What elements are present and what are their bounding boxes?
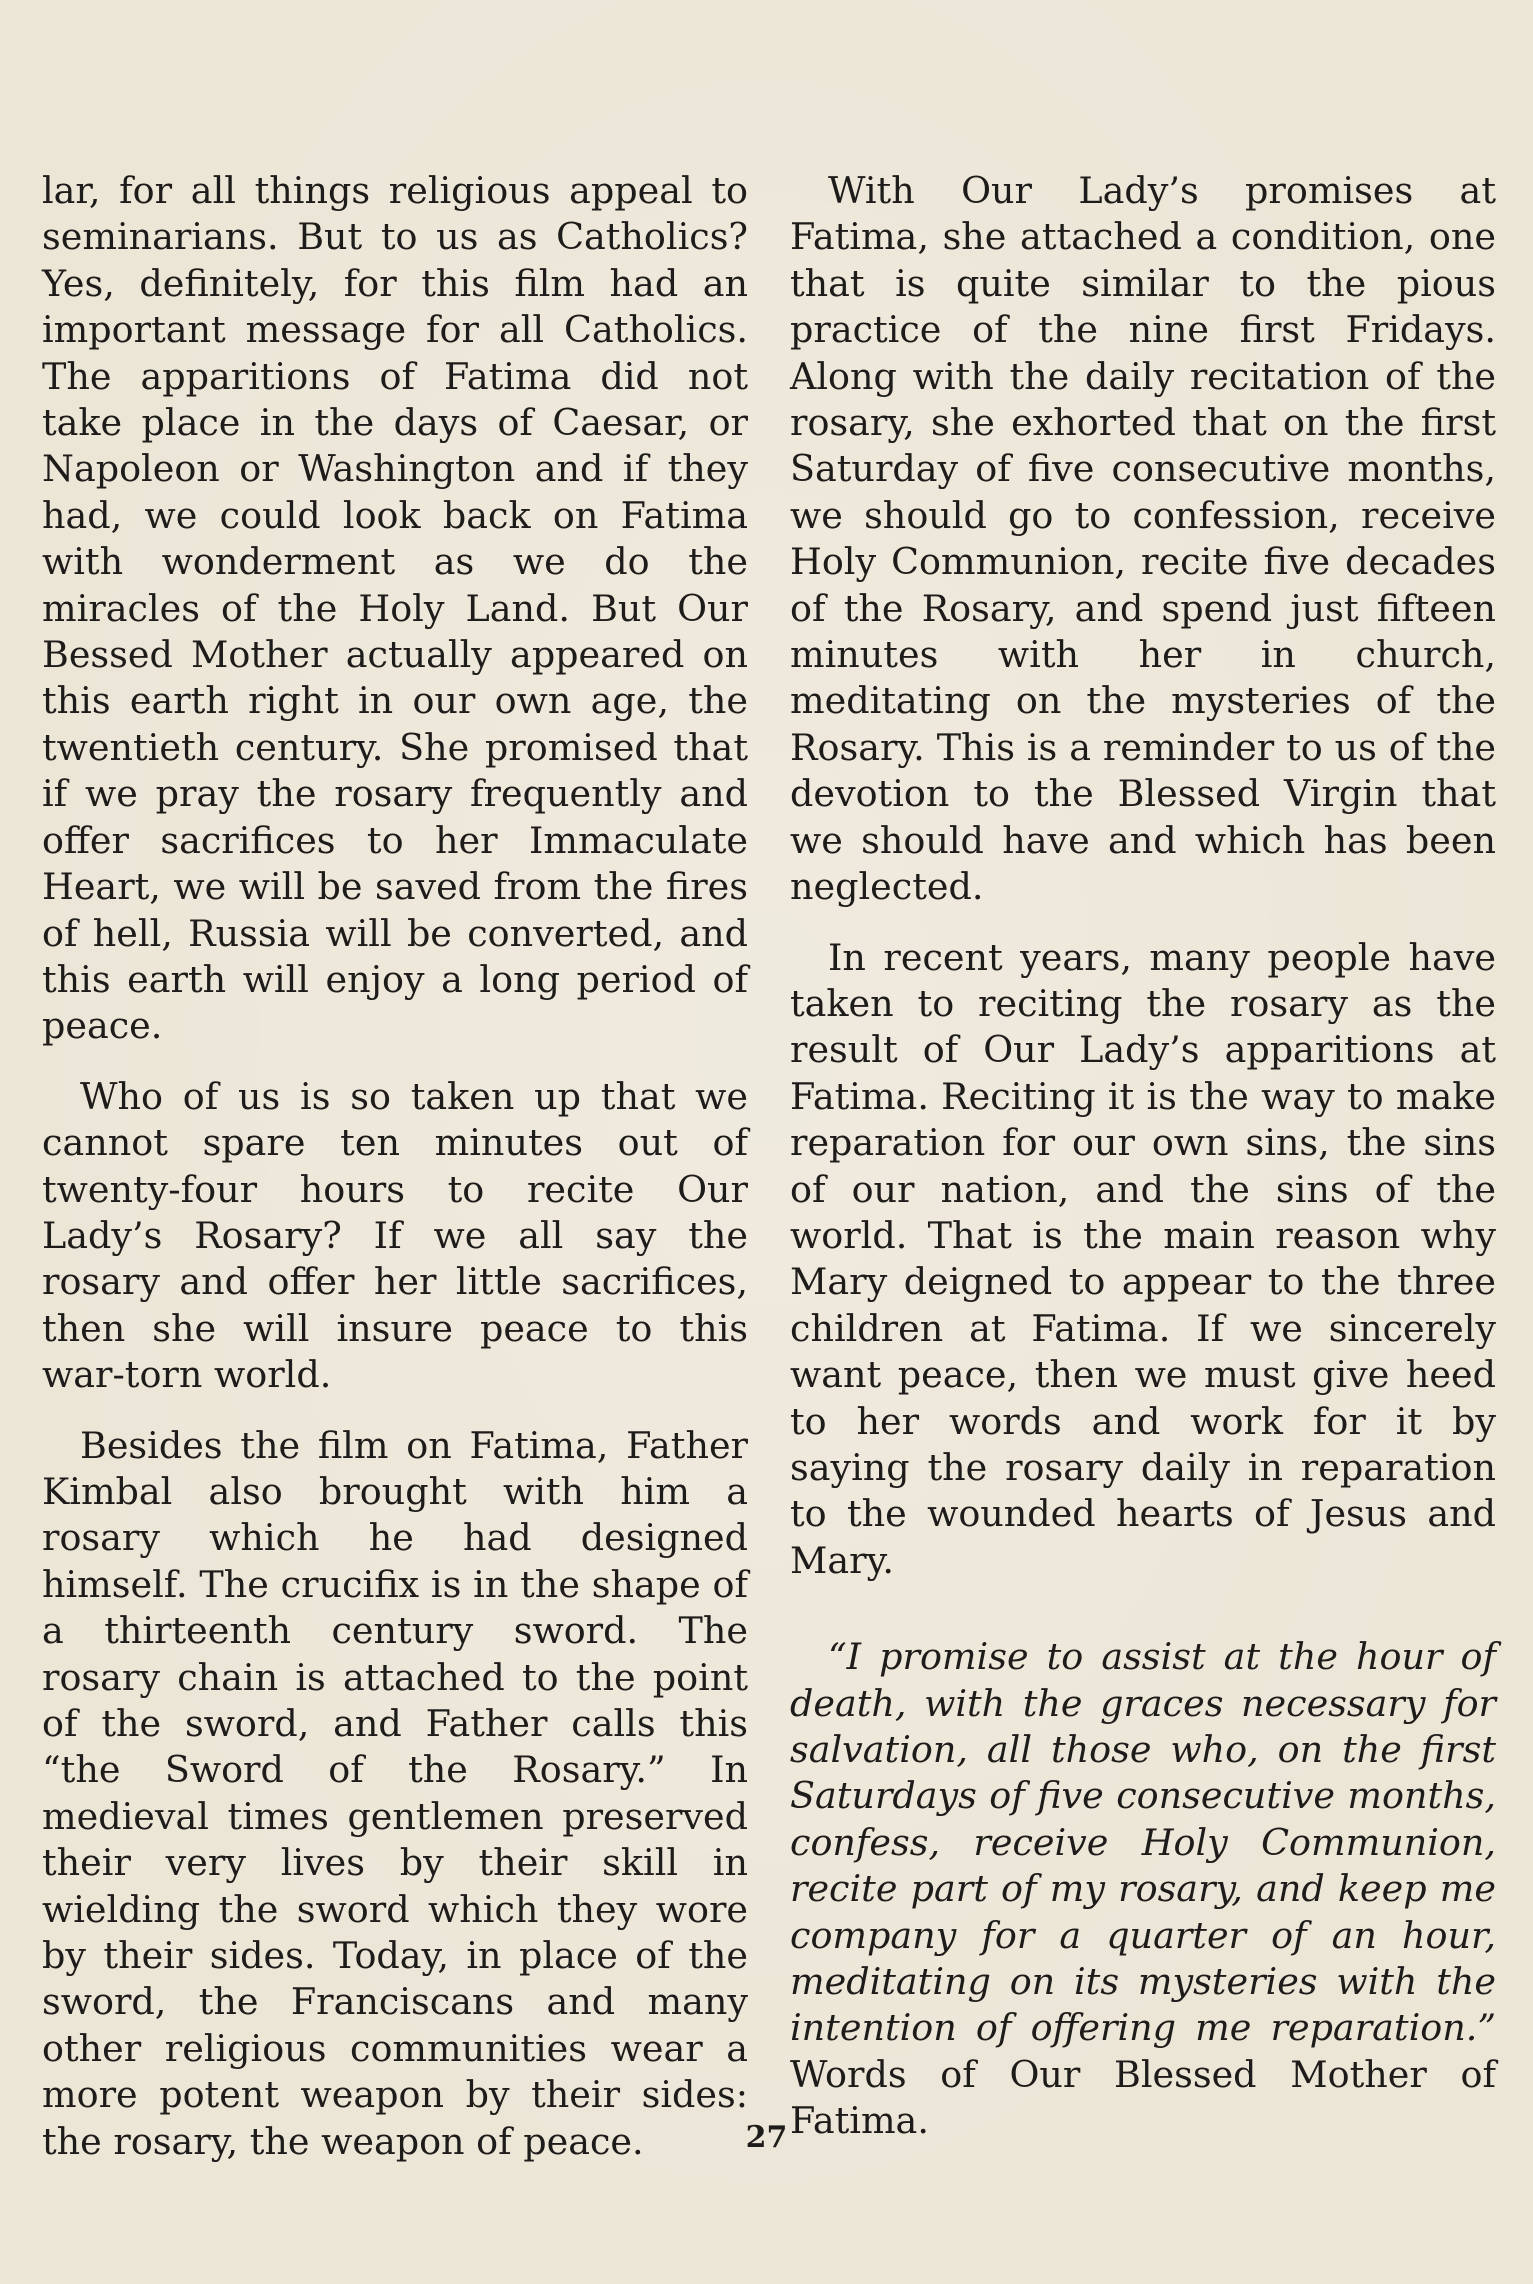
right-column	[790, 168, 1496, 2145]
left-column	[42, 168, 748, 2165]
page-number: 27	[745, 2120, 788, 2155]
quote-attribution: Words of Our Blessed Mother of Fatima.	[790, 2052, 1496, 2143]
left-paragraph-3: Besides the film on Fatima, Father Kimbal also brought with him a rosary which he had designed himself. The crucifix is in the shape of a thirteenth century sword. The rosary chain is attached to the point of the sword, and Father calls this “the Sword of the Rosary.” In medieval times gentlemen preserved their very lives by their skill in wielding the sword which they wore by their sides. Today, in place of the sword, the Franciscans and many other religious communities wear a more potent weapon by their sides: the rosary, the weapon of peace.	[42, 1423, 748, 2163]
quote-text: “I promise to assist at the hour of death, with the graces necessary for salvation, all those who, on the first Saturdays of five consecutive months, confess, receive Holy Communion, recite part of my rosary, and keep me company for a quarter of an hour, meditating on its mysteries with the intention of offering me reparation.”	[790, 1635, 1496, 2050]
fatima-quote	[790, 1634, 1496, 2144]
right-paragraph-1: With Our Lady’s promises at Fatima, she attached a condition, one that is quite similar to the pious practice of the nine first Fridays. Along with the daily recitation of the rosary, she exhorted that on the first Saturday of five consecutive months, we should go to confession, receive Holy Communion, recite five decades of the Rosary, and spend just fifteen minutes with her in church, meditating on the mysteries of the Rosary. This is a reminder to us of the devotion to the Blessed Virgin that we should have and which has been neglected.	[790, 169, 1496, 909]
left-paragraph-2: Who of us is so taken up that we cannot spare ten minutes out of twenty-four hours to recite Our Lady’s Rosary? If we all say the rosary and offer her little sacrifices, then she will insure peace to this war-torn world.	[42, 1074, 748, 1397]
left-paragraph-1: lar, for all things religious appeal to seminarians. But to us as Catholics? Yes, definitely, for this film had an important message for all Catholics. The apparitions of Fatima did not take place in the days of Caesar, or Napoleon or Washington and if they had, we could look back on Fatima with wonderment as we do the miracles of the Holy Land. But Our Bessed Mother actually appeared on this earth right in our own age, the twentieth century. She promised that if we pray the rosary frequently and offer sacrifices to her Immaculate Heart, we will be saved from the fires of hell, Russia will be converted, and this earth will enjoy a long period of peace.	[42, 169, 748, 1048]
right-paragraph-2: In recent years, many people have taken to reciting the rosary as the result of Our Lady’s apparitions at Fatima. Reciting it is the way to make reparation for our own sins, the sins of our nation, and the sins of the world. That is the main reason why Mary deigned to appear to the three children at Fatima. If we sincerely want peace, then we must give heed to her words and work for it by saying the rosary daily in reparation to the wounded hearts of Jesus and Mary.	[790, 935, 1496, 1582]
